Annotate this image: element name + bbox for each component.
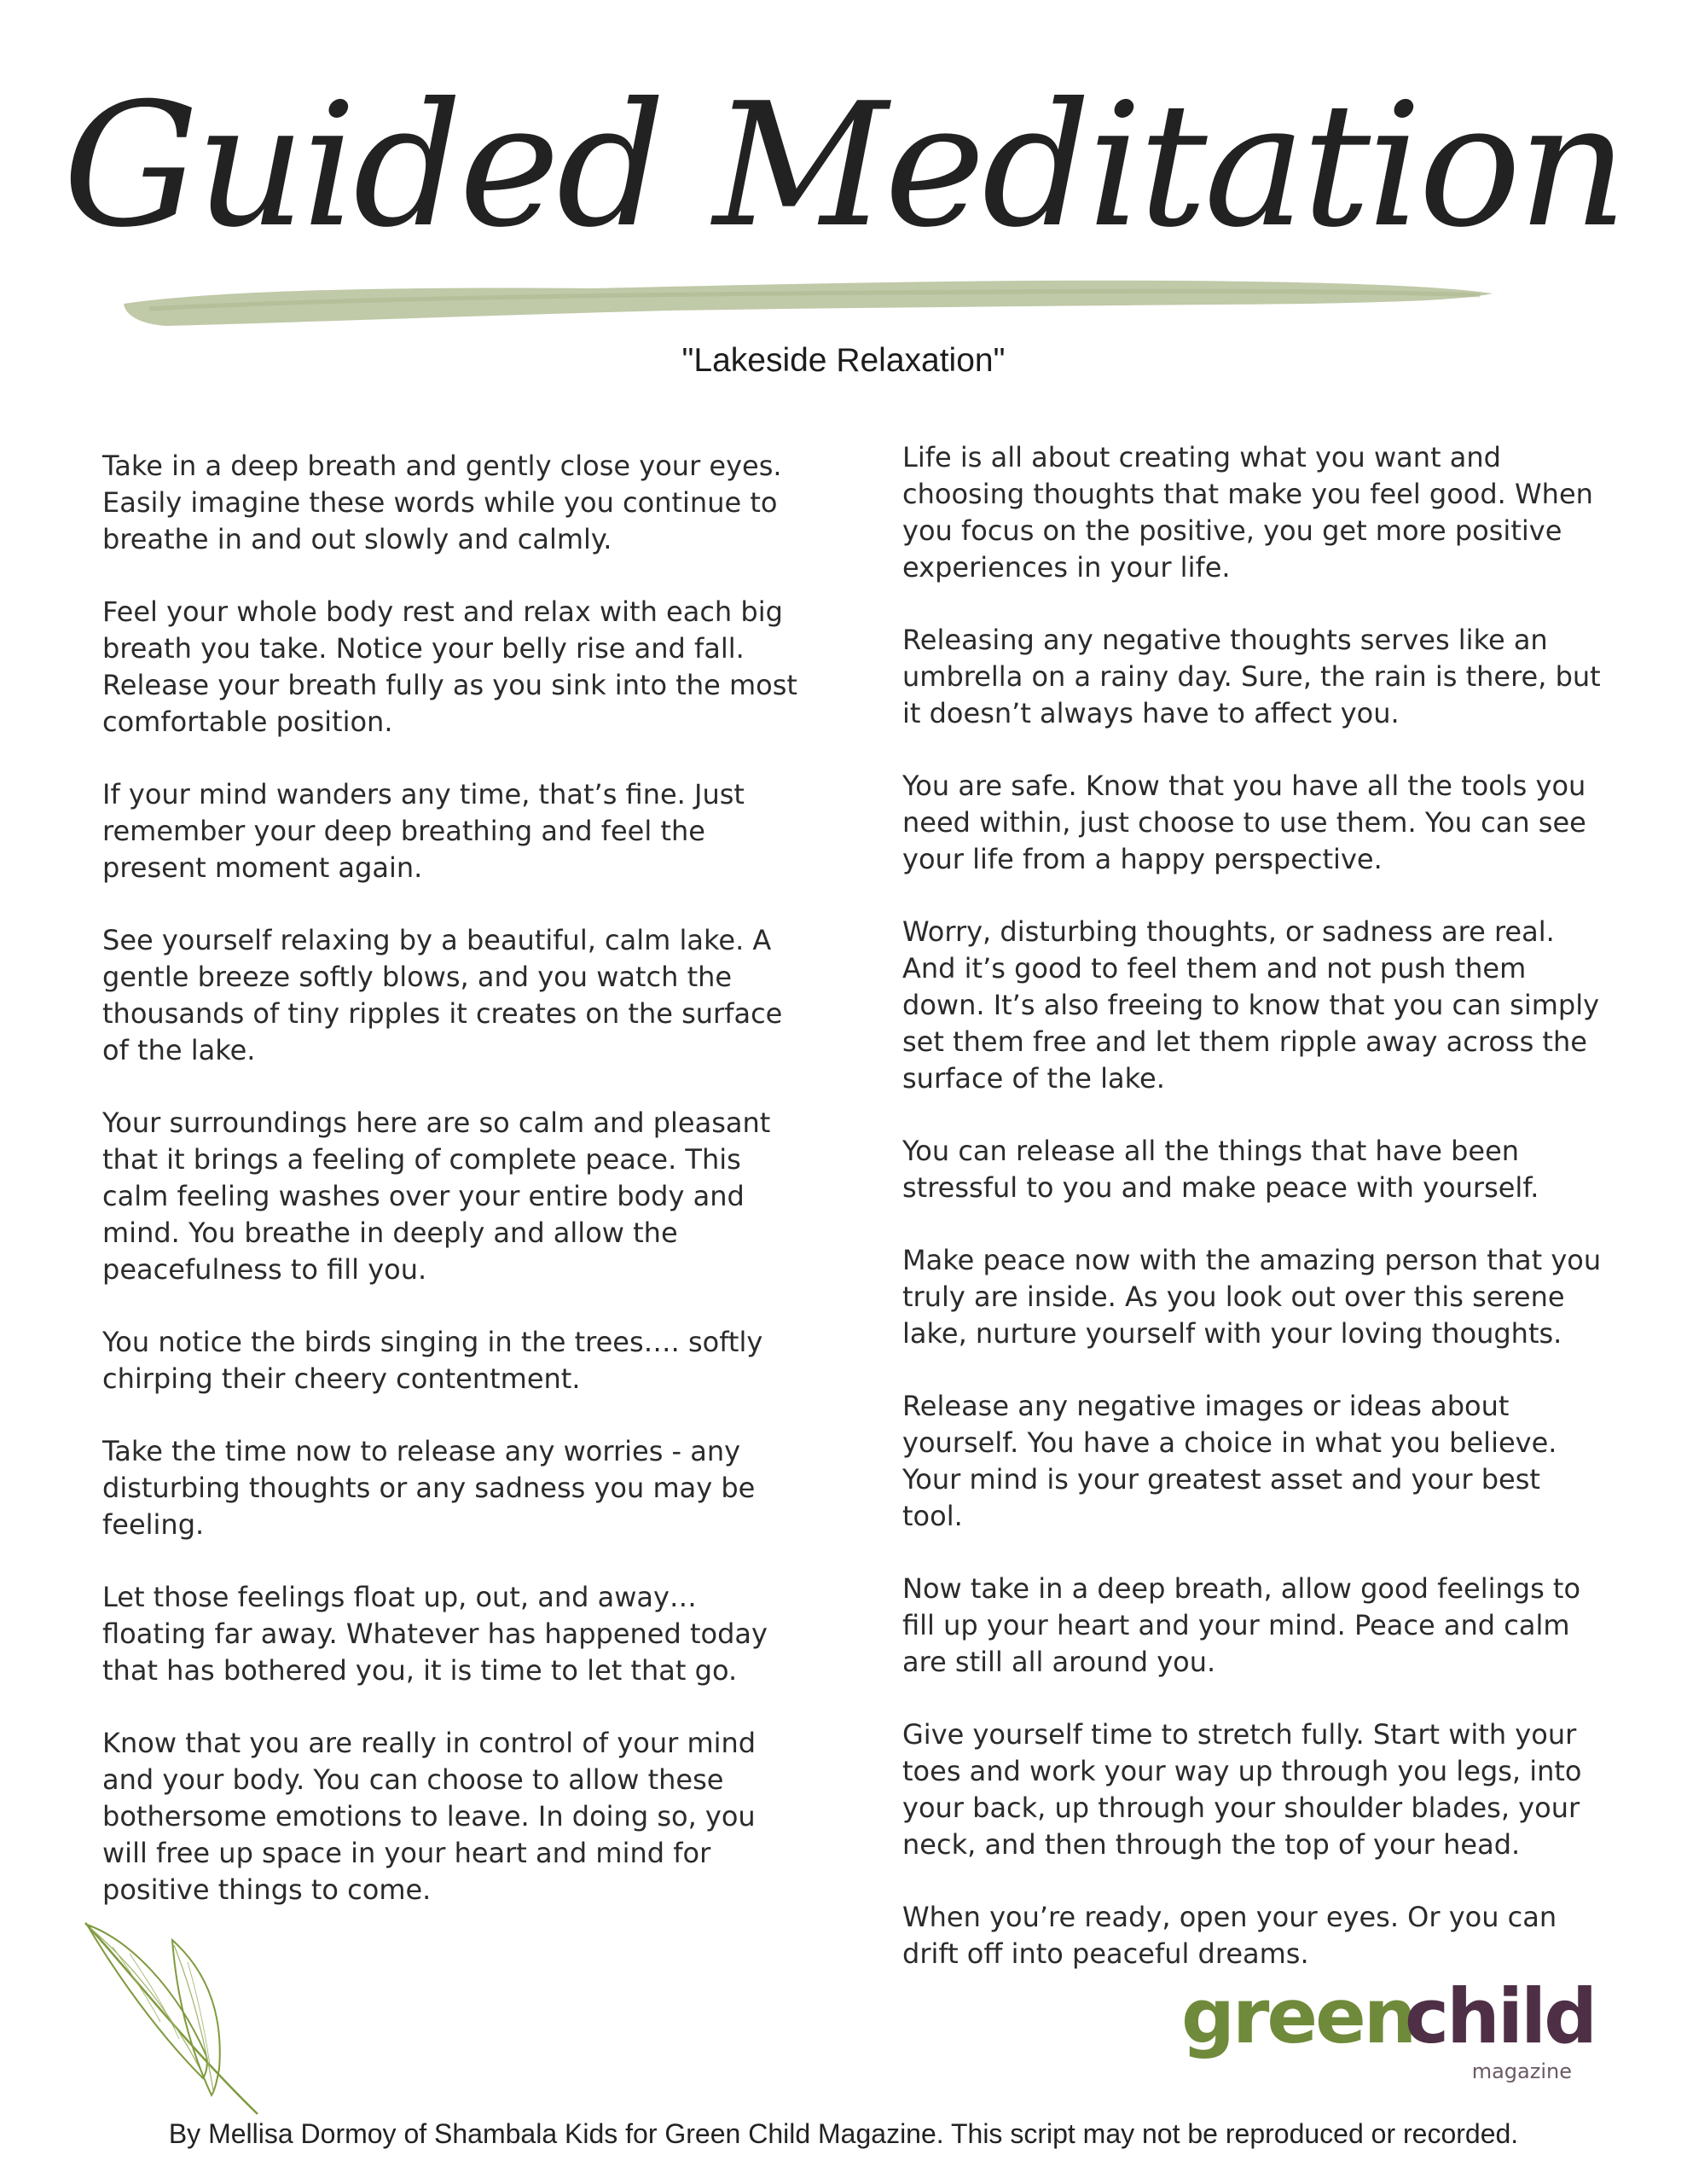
- logo-subtext: magazine: [1471, 2059, 1572, 2083]
- header: [0, 0, 1687, 341]
- paragraph: When you’re ready, open your eyes. Or you can drift off into peaceful dreams.: [902, 1901, 1557, 1970]
- paragraph: Take in a deep breath and gently close your eyes. Easily imagine these words while you continue to breathe in and out slowly and calmly.: [102, 450, 782, 555]
- logo-word-green: green: [1181, 1972, 1415, 2060]
- page-title: Guided Meditation: [62, 67, 1625, 265]
- paragraph: Worry, disturbing thoughts, or sadness are real. And it’s good to feel them and not push them down. It’s also freeing to know that you can simply set them free and let them ripple away across the surface of the lake.: [902, 915, 1600, 1095]
- paragraph: Take the time now to release any worries - any disturbing thoughts or any sadness you may be feeling.: [102, 1435, 756, 1541]
- paragraph: You can release all the things that have been stressful to you and make peace with yourself.: [902, 1135, 1539, 1204]
- paragraph: If your mind wanders any time, that’s fine. Just remember your deep breathing and feel the present moment again.: [102, 778, 745, 884]
- paragraph: See yourself relaxing by a beautiful, calm lake. A gentle breeze softly blows, and you watch the thousands of tiny ripples it creates on the surface of the lake.: [102, 924, 783, 1066]
- brush-stroke: [115, 271, 1501, 331]
- paragraph: Know that you are really in control of your mind and your body. You can choose to allow these bothersome emotions to leave. In doing so, you will free up space in your heart and mind for positive things to come.: [102, 1727, 757, 1906]
- logo-word-child: child: [1405, 1972, 1596, 2060]
- paragraph: Let those feelings float up, out, and away… floating far away. Whatever has happened today that has bothered you, it is time to let that go.: [102, 1581, 768, 1687]
- paragraph: You are safe. Know that you have all the tools you need within, just choose to use them. You can see your life from a happy perspective.: [902, 770, 1586, 875]
- paragraph: Feel your whole body rest and relax with each big breath you take. Notice your belly rise and fall. Release your breath fully as you sink into the most comfortable position.: [102, 595, 797, 738]
- paragraph: Now take in a deep breath, allow good feelings to fill up your heart and your mind. Peace and calm are still all around you.: [902, 1572, 1581, 1678]
- footer-credit: By Mellisa Dormoy of Shambala Kids for Green Child Magazine. This script may not be reproduced or recorded.: [168, 2118, 1519, 2149]
- meditation-subtitle: "Lakeside Relaxation": [681, 342, 1006, 379]
- paragraph: Give yourself time to stretch fully. Start with your toes and work your way up through you legs, into your back, up through your shoulder blades, your neck, and then through the top of your head.: [902, 1718, 1582, 1861]
- green-child-logo: [1181, 1972, 1596, 2090]
- left-column: [102, 448, 802, 1944]
- paragraph: Make peace now with the amazing person that you truly are inside. As you look out over this serene lake, nurture yourself with your loving thoughts.: [902, 1244, 1602, 1350]
- paragraph: Releasing any negative thoughts serves like an umbrella on a rainy day. Sure, the rain is there, but it doesn’t always have to affect you.: [902, 624, 1601, 729]
- right-column: [902, 439, 1602, 2008]
- paragraph: Release any negative images or ideas about yourself. You have a choice in what you believe. Your mind is your greatest asset and your best tool.: [902, 1390, 1557, 1532]
- paragraph: Life is all about creating what you want and choosing thoughts that make you feel good. When you focus on the positive, you get more positive experiences in your life.: [902, 441, 1593, 584]
- paragraph: You notice the birds singing in the trees…. softly chirping their cheery contentment.: [102, 1326, 763, 1395]
- paragraph: Your surroundings here are so calm and pleasant that it brings a feeling of complete peace. This calm feeling washes over your entire body and mind. You breathe in deeply and allow the peacefulness to fill you.: [102, 1107, 771, 1286]
- leaf-icon: [78, 1920, 275, 2116]
